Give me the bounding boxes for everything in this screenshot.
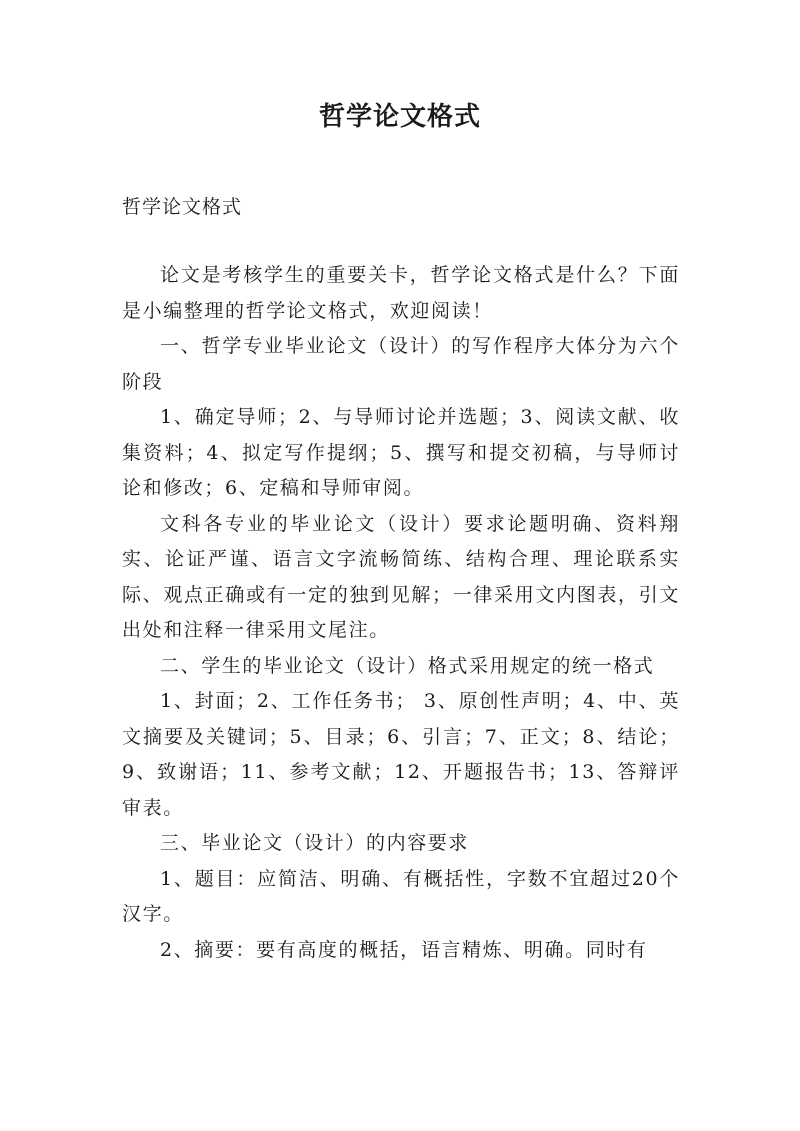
paragraph-section-one-heading: 一、哲学专业毕业论文（设计）的写作程序大体分为六个阶段	[122, 335, 680, 393]
document-body	[122, 258, 680, 968]
paragraph-format-list: 1、封面；2、工作任务书； 3、原创性声明；4、中、英文摘要及关键词；5、目录；6、引言；7、正文；8、结论；9、致谢语；11、参考文献；12、开题报告书；13、答辩评审表。	[122, 690, 680, 819]
paragraph-requirements: 文科各专业的毕业论文（设计）要求论题明确、资料翔实、论证严谨、语言文字流畅简练、结构合理、理论联系实际、观点正确或有一定的独到见解；一律采用文内图表，引文出处和注释一律采用文尾注。	[122, 512, 680, 641]
paragraph-section-three-heading: 三、毕业论文（设计）的内容要求	[160, 832, 470, 854]
paragraph-title-rule: 1、题目：应简洁、明确、有概括性，字数不宜超过20个汉字。	[122, 867, 680, 925]
paragraph-abstract-rule: 2、摘要：要有高度的概括，语言精炼、明确。同时有	[160, 938, 648, 961]
paragraph-steps: 1、确定导师；2、与导师讨论并选题；3、阅读文献、收集资料；4、拟定写作提纲；5、撰写和提交初稿，与导师讨论和修改；6、定稿和导师审阅。	[122, 406, 680, 499]
document-title: 哲学论文格式	[318, 102, 481, 132]
document-subtitle: 哲学论文格式	[122, 196, 243, 218]
paragraph-section-two-heading: 二、学生的毕业论文（设计）格式采用规定的统一格式	[160, 654, 655, 677]
paragraph-intro: 论文是考核学生的重要关卡，哲学论文格式是什么？下面是小编整理的哲学论文格式，欢迎阅读！	[122, 264, 680, 322]
